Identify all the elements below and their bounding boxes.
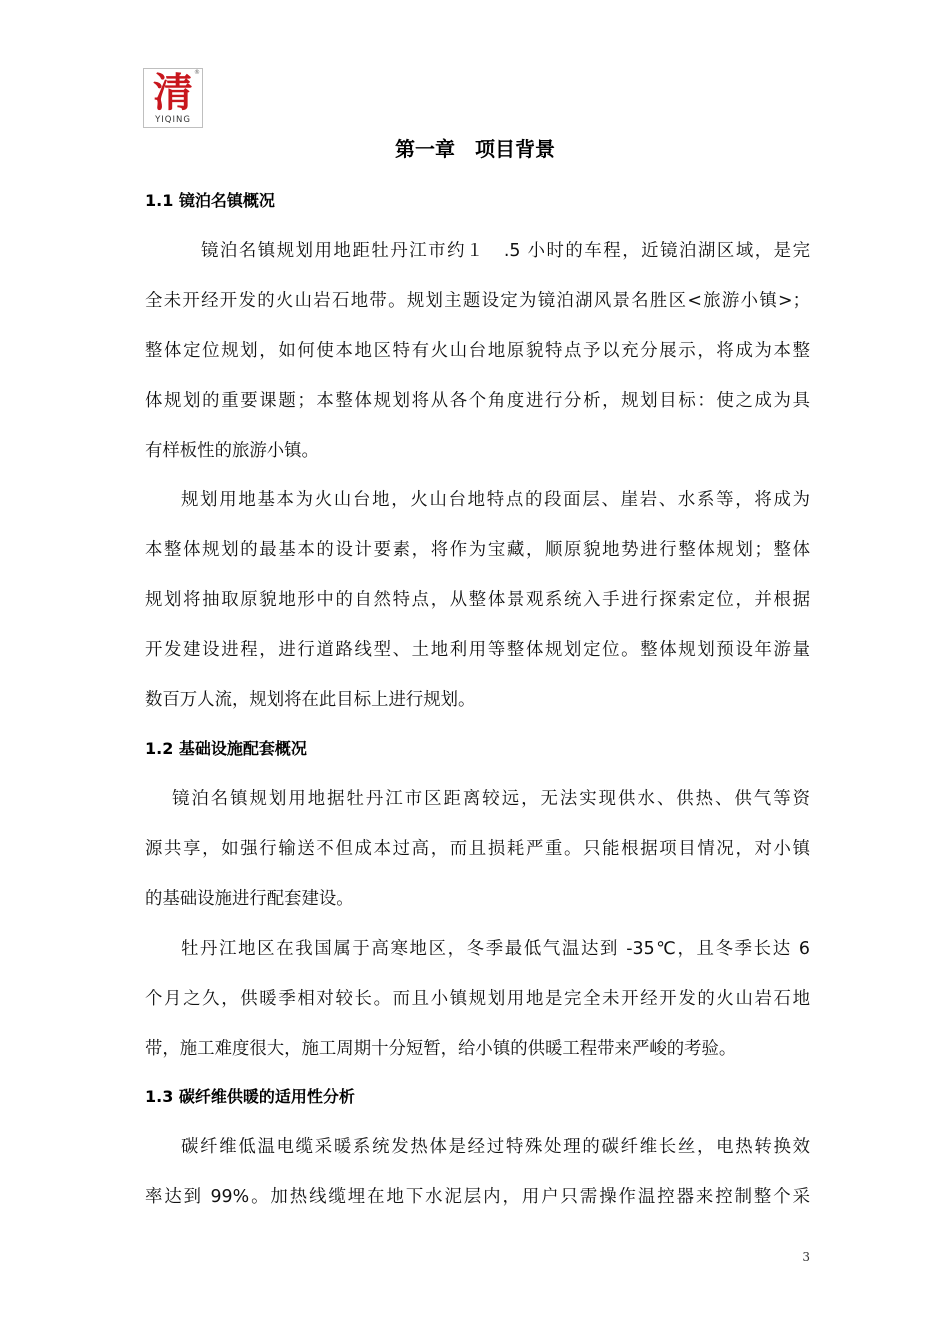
paragraph-line: 碳纤维低温电缆采暖系统发热体是经过特殊处理的碳纤维长丝，电热转换效	[181, 1137, 810, 1157]
paragraph-line: 个月之久，供暖季相对较长。而且小镇规划用地是完全未开经开发的火山岩石地	[145, 989, 810, 1009]
paragraph-line: 带，施工难度很大，施工周期十分短暂，给小镇的供暖工程带来严峻的考验。	[145, 1039, 737, 1059]
section-heading-1-2: 1.2 基础设施配套概况	[145, 739, 307, 758]
paragraph-line: 规划将抽取原貌地形中的自然特点，从整体景观系统入手进行探索定位，并根据	[145, 590, 810, 610]
registered-mark: ®	[194, 69, 200, 76]
section-heading-1-3: 1.3 碳纤维供暖的适用性分析	[145, 1087, 355, 1106]
paragraph-line: 本整体规划的最基本的设计要素，将作为宝藏，顺原貌地势进行整体规划；整体	[145, 540, 810, 560]
paragraph-line: 有样板性的旅游小镇。	[145, 441, 319, 461]
paragraph-line: 数百万人流，规划将在此目标上进行规划。	[145, 690, 476, 710]
paragraph-line: 镜泊名镇规划用地距牡丹江市约１ .5 小时的车程，近镜泊湖区域，是完	[201, 241, 810, 261]
company-logo	[143, 68, 203, 128]
paragraph-line: 镜泊名镇规划用地据牡丹江市区距离较远，无法实现供水、供热、供气等资	[172, 789, 810, 809]
paragraph-line: 规划用地基本为火山台地，火山台地特点的段面层、崖岩、水系等，将成为	[181, 490, 810, 510]
paragraph-line: 开发建设进程，进行道路线型、土地利用等整体规划定位。整体规划预设年游量	[145, 640, 810, 660]
paragraph-line: 全未开经开发的火山岩石地带。规划主题设定为镜泊湖风景名胜区<旅游小镇>；	[145, 291, 810, 311]
paragraph-line: 率达到 99%。加热线缆埋在地下水泥层内，用户只需操作温控器来控制整个采	[145, 1187, 810, 1207]
logo-glyph: 清	[153, 69, 193, 116]
paragraph-line: 的基础设施进行配套建设。	[145, 889, 354, 909]
paragraph-line: 体规划的重要课题；本整体规划将从各个角度进行分析，规划目标：使之成为具	[145, 391, 810, 411]
paragraph-line: 整体定位规划，如何使本地区特有火山台地原貌特点予以充分展示，将成为本整	[145, 341, 810, 361]
section-heading-1-1: 1.1 镜泊名镇概况	[145, 191, 275, 210]
logo-text: YIQING	[155, 115, 191, 125]
paragraph-line: 源共享，如强行输送不但成本过高，而且损耗严重。只能根据项目情况，对小镇	[145, 839, 810, 859]
page-number: 3	[802, 1250, 810, 1264]
chapter-title: 第一章 项目背景	[395, 137, 555, 161]
paragraph-line: 牡丹江地区在我国属于高寒地区，冬季最低气温达到 -35℃，且冬季长达 6	[181, 939, 810, 959]
